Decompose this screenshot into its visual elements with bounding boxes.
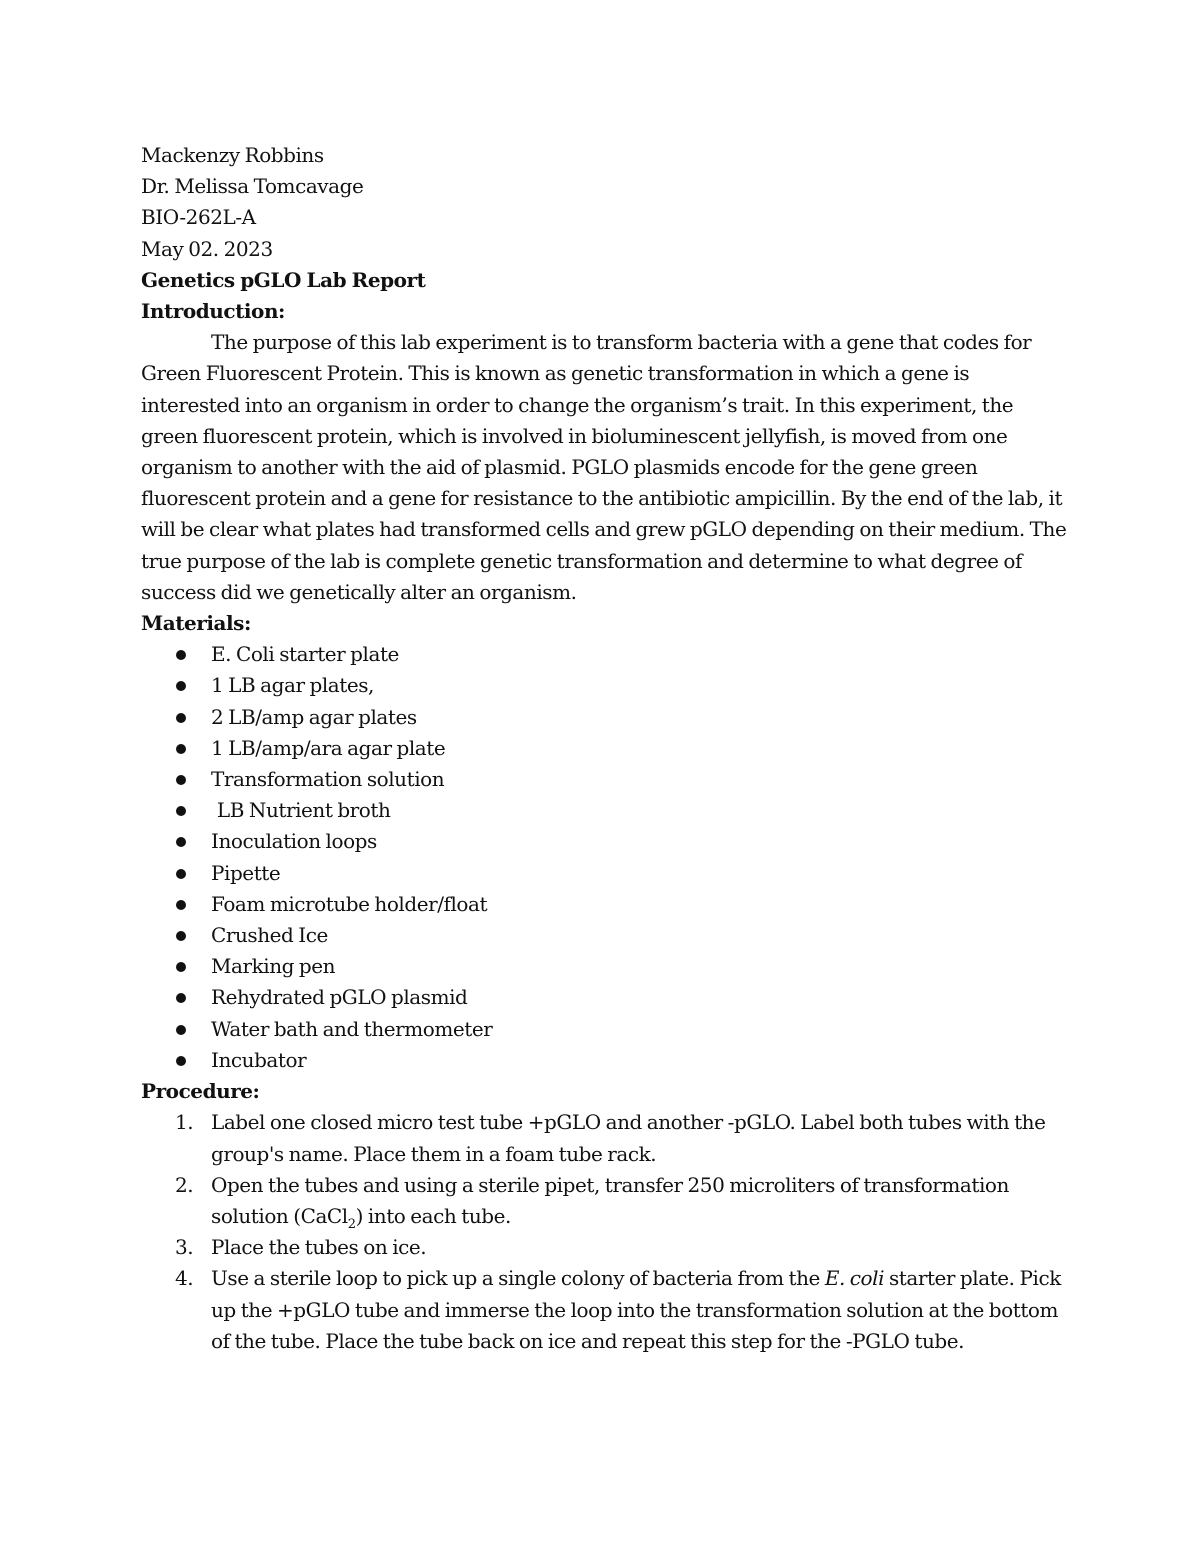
bullet-icon xyxy=(176,681,186,691)
list-item: E. Coli starter plate xyxy=(141,639,1071,670)
procedure-step xyxy=(141,1232,1071,1263)
step-number: 1. xyxy=(175,1110,194,1135)
list-item: Marking pen xyxy=(141,951,1071,982)
list-item: 2 LB/amp agar plates xyxy=(141,702,1071,733)
procedure-list xyxy=(141,1107,1071,1357)
list-item: LB Nutrient broth xyxy=(141,795,1071,826)
list-item: Pipette xyxy=(141,858,1071,889)
document-page xyxy=(141,140,1071,1357)
bullet-icon xyxy=(176,744,186,754)
list-item: Transformation solution xyxy=(141,764,1071,795)
list-item: 1 LB agar plates, xyxy=(141,670,1071,701)
introduction-paragraph: The purpose of this lab experiment is to transform bacteria with a gene that codes for Green Fluorescent Protein. This is known as genetic transformation in which a gene is interested into an organism in order to change the organism’s trait. In this experiment, the green fluorescent protein, which is involved in bioluminescent jellyfish, is moved from one organism to another with the aid of plasmid. PGLO plasmids encode for the gene green fluorescent protein and a gene for resistance to the antibiotic ampicillin. By the end of the lab, it will be clear what plates had transformed cells and grew pGLO depending on their medium. The true purpose of the lab is complete genetic transformation and determine to what degree of success did we genetically alter an organism. xyxy=(141,330,1067,604)
procedure-step xyxy=(141,1107,1071,1169)
report-date: May 02. 2023 xyxy=(141,236,273,261)
step-text: Label one closed micro test tube +pGLO and another -pGLO. Label both tubes with the group's name. Place them in a foam tube rack. xyxy=(211,1110,1046,1166)
list-item: Crushed Ice xyxy=(141,920,1071,951)
bullet-icon xyxy=(176,713,186,723)
species-name: E. coli xyxy=(824,1266,885,1291)
bullet-icon xyxy=(176,1025,186,1035)
bullet-icon xyxy=(176,931,186,941)
list-item: Inoculation loops xyxy=(141,826,1071,857)
bullet-icon xyxy=(176,962,186,972)
procedure-step xyxy=(141,1170,1071,1232)
bullet-icon xyxy=(176,775,186,785)
materials-list xyxy=(141,639,1071,1076)
procedure-step xyxy=(141,1263,1071,1357)
bullet-icon xyxy=(176,869,186,879)
introduction-heading: Introduction: xyxy=(141,299,285,324)
step-text: Place the tubes on ice. xyxy=(211,1235,427,1260)
procedure-heading: Procedure: xyxy=(141,1079,260,1104)
materials-heading: Materials: xyxy=(141,611,251,636)
bullet-icon xyxy=(176,650,186,660)
report-title: Genetics pGLO Lab Report xyxy=(141,267,426,292)
list-item: Rehydrated pGLO plasmid xyxy=(141,982,1071,1013)
bullet-icon xyxy=(176,837,186,847)
step-text: Open the tubes and using a sterile pipet, transfer 250 microliters of transformation solution (CaCl$_2$) into each tube. xyxy=(211,1172,1009,1232)
list-item: Foam microtube holder/float xyxy=(141,889,1071,920)
bullet-icon xyxy=(176,806,186,816)
course-code: BIO-262L-A xyxy=(141,205,256,230)
bullet-icon xyxy=(176,1056,186,1066)
list-item: Incubator xyxy=(141,1045,1071,1076)
list-item: Water bath and thermometer xyxy=(141,1014,1071,1045)
subscript: 2 xyxy=(347,1216,356,1232)
step-number: 3. xyxy=(175,1235,194,1260)
step-number: 4. xyxy=(175,1266,194,1291)
instructor-name: Dr. Melissa Tomcavage xyxy=(141,174,364,199)
author-name: Mackenzy Robbins xyxy=(141,143,324,167)
step-text: Use a sterile loop to pick up a single colony of bacteria from the E. coli starter plate. Pick up the +pGLO tube and immerse the loop into the transformation solution at the bottom of the tube. Place the tube back on ice and repeat this step for the -PGLO tube. xyxy=(211,1266,1061,1353)
step-number: 2. xyxy=(175,1172,194,1197)
bullet-icon xyxy=(176,900,186,910)
list-item: 1 LB/amp/ara agar plate xyxy=(141,733,1071,764)
bullet-icon xyxy=(176,993,186,1003)
